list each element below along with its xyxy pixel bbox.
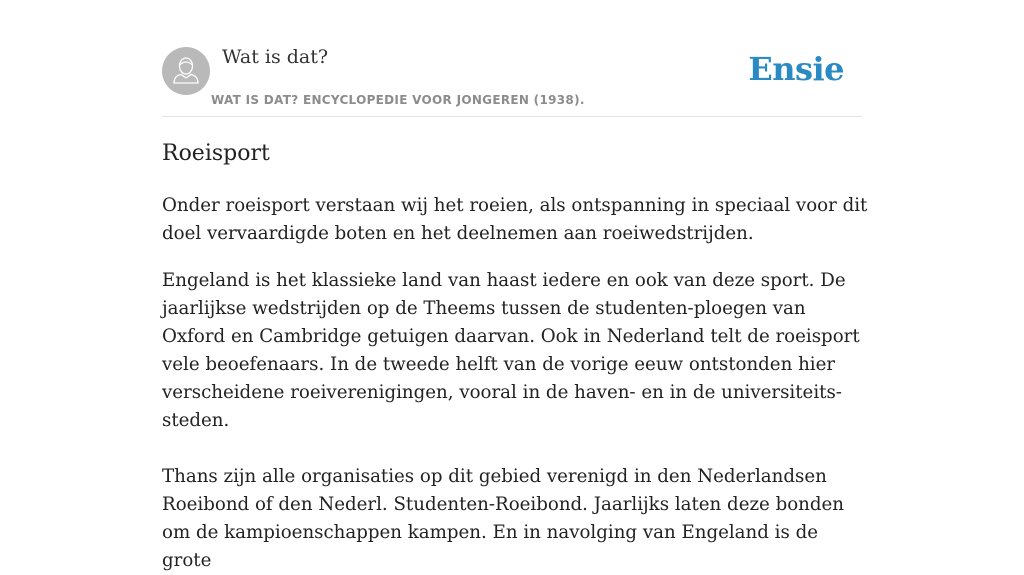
article-paragraph: Onder roeisport verstaan wij het roeien, als ontspanning in speciaal voor dit doel vervaardigde boten en het deelnemen aan roeiwedstrijden. — [162, 195, 868, 244]
user-icon — [162, 47, 210, 95]
brand-logo-link[interactable]: Ensie — [748, 50, 844, 88]
article-title: Roeisport — [162, 141, 270, 166]
article-paragraph: Thans zijn alle organisaties op dit gebied verenigd in den Nederlandsen Roeibond of den Nederl. Studenten-Roeibond. Jaarlijks laten deze bonden om de kampioenschappen kampen. En in navolging van Engeland is de grote — [162, 466, 845, 571]
article-paragraph: Engeland is het klassieke land van haast iedere en ook van deze sport. De jaarlijkse wedstrijden op de Theems tussen de studenten-ploegen van Oxford en Cambridge getuigen daarvan. Ook in Nederland telt de roeisport vele beoefenaars. In de tweede helft van de vorige eeuw ontstonden hier verscheidene roeiverenigingen, vooral in de haven- en in de universiteits-steden. — [162, 270, 860, 431]
avatar[interactable] — [162, 47, 210, 95]
source-header — [162, 40, 862, 117]
article-content — [162, 138, 872, 575]
source-subtitle: WAT IS DAT? ENCYCLOPEDIE VOOR JONGEREN (1938). — [211, 93, 585, 107]
source-title-link[interactable]: Wat is dat? — [222, 46, 329, 68]
